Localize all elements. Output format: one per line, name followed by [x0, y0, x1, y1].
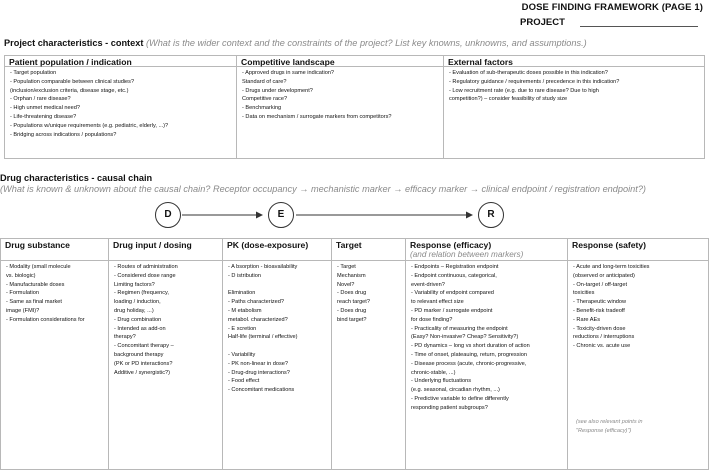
list-item: (inclusion/exclusion criteria, disease stage, etc.): [10, 87, 129, 94]
list-item: - Considered dose range: [114, 272, 176, 279]
list-item: image (FMI)?: [6, 307, 40, 314]
list-item: - Chronic vs. acute use: [573, 343, 631, 350]
list-item: - Underlying fluctuations: [411, 378, 472, 385]
target-heading: Target: [332, 239, 405, 261]
list-item: - Drug combination: [114, 316, 162, 323]
drug-characteristics-table: [0, 238, 709, 470]
project-section-subtitle: (What is the wider context and the constraints of the project? List key knowns, unknowns, and assumptions.): [145, 38, 587, 48]
causal-chain-diagram: [0, 196, 709, 238]
list-item-spacer: [228, 281, 328, 290]
list-item: - Acute and long-term toxicities: [573, 264, 650, 270]
pk-dose-exposure-heading: PK (dose-exposure): [223, 239, 331, 261]
list-item: - Does drug: [337, 290, 367, 297]
list-item: - Predictive variable to define differently: [411, 395, 509, 402]
list-item: to relevant effect size: [411, 299, 464, 306]
pk-dose-exposure-list: [223, 261, 331, 395]
response-efficacy-title: Response (efficacy): [410, 240, 492, 250]
list-item: metabol. characterized?: [228, 316, 288, 323]
chain-node-response: R: [478, 202, 504, 228]
list-item: - Populations w/unique requirements (e.g. pediatric, elderly, ...)?: [10, 122, 169, 129]
safety-footnote-line: (see also relevant points in: [576, 419, 643, 425]
list-item: reductions / interruptions: [573, 334, 635, 341]
chain-node-drug: D: [155, 202, 181, 228]
target-list: [332, 261, 405, 325]
drug-substance-column: [1, 239, 109, 469]
target-column: [332, 239, 406, 469]
list-item: - D istribution: [228, 272, 261, 279]
list-item: competition?) – consider feasibility of study size: [449, 96, 568, 103]
list-item: - Approved drugs in same indication?: [242, 70, 335, 76]
external-factors-heading: External factors: [444, 56, 704, 67]
list-item: - Concomitant therapy –: [114, 343, 174, 350]
response-efficacy-heading: [406, 239, 567, 261]
list-item: Mechanism: [337, 272, 366, 279]
list-item: Competitive race?: [242, 96, 288, 103]
drug-section-title: Drug characteristics - causal chain: [0, 173, 153, 183]
list-item: - Modality (small molecule: [6, 264, 71, 270]
list-item: - Rare AEs: [573, 316, 601, 323]
drug-input-dosing-heading: Drug input / dosing: [109, 239, 222, 261]
project-section-heading: [4, 38, 587, 48]
competitive-landscape-heading: Competitive landscape: [237, 56, 443, 67]
list-item: - PK non-linear in dose?: [228, 360, 289, 367]
response-efficacy-list: [406, 261, 567, 413]
list-item: for dose finding?: [411, 316, 453, 323]
list-item-spacer: [228, 342, 328, 351]
list-item: - Therapeutic window: [573, 299, 627, 306]
list-item: - Disease process (acute, chronic-progressive,: [411, 360, 527, 367]
patient-population-list: [5, 67, 236, 139]
competitive-landscape-column: [237, 56, 444, 158]
list-item: - Practicality of measuring the endpoint: [411, 325, 508, 332]
list-item: - Same as final market: [6, 299, 62, 306]
project-label: PROJECT: [520, 17, 565, 28]
list-item: - Benefit-risk tradeoff: [573, 307, 625, 314]
list-item: Limiting factors?: [114, 281, 155, 288]
list-item: - Time of onset, plateauing, return, progression: [411, 351, 527, 358]
patient-population-column: [5, 56, 237, 158]
list-item: - Endpoint continuous, categorical,: [411, 272, 497, 279]
patient-population-heading: Patient population / indication: [5, 56, 236, 67]
list-item: therapy?: [114, 334, 136, 341]
list-item: Additive / synergistic?): [114, 369, 170, 376]
list-item: - High unmet medical need?: [10, 105, 80, 112]
list-item: vs. biologic): [6, 272, 36, 279]
list-item: - Intended as add-on: [114, 325, 166, 332]
list-item: (PK or PD interactions?: [114, 360, 173, 367]
framework-title: DOSE FINDING FRAMEWORK (PAGE 1): [521, 2, 703, 13]
list-item: - On-target / off-target: [573, 281, 627, 288]
list-item: - Target population: [10, 70, 57, 76]
response-safety-column: [568, 239, 708, 469]
safety-footnote-line: "Response (efficacy)"): [576, 427, 632, 434]
competitive-landscape-list: [237, 67, 443, 122]
list-item: - Target: [337, 264, 356, 270]
list-item: Standard of care?: [242, 78, 287, 85]
list-item: reach target?: [337, 299, 370, 306]
drug-input-dosing-column: [109, 239, 223, 469]
external-factors-list: [444, 67, 704, 104]
drug-substance-list: [1, 261, 108, 325]
response-safety-list: [568, 261, 708, 351]
list-item: - Life-threatening disease?: [10, 113, 77, 120]
drug-section-subtitle: (What is known & unknown about the causal chain? Receptor occupancy → mechanistic marker → efficacy marker → clinical endpoint / registration endpoint?): [0, 184, 646, 194]
list-item: (observed or anticipated): [573, 272, 635, 279]
list-item: - Regulatory guidance / requirements / precedence in this indication?: [449, 78, 620, 85]
list-item: - Orphan / rare disease?: [10, 96, 71, 103]
list-item: background therapy: [114, 351, 164, 358]
pk-dose-exposure-column: [223, 239, 332, 469]
drug-input-dosing-list: [109, 261, 222, 377]
list-item: event-driven?: [411, 281, 445, 288]
list-item: - Formulation: [6, 290, 39, 297]
list-item: drug holiday, ...): [114, 307, 154, 314]
safety-footnote: [576, 418, 643, 436]
list-item: - Manufacturable doses: [6, 281, 65, 288]
drug-substance-heading: Drug substance: [1, 239, 108, 261]
external-factors-column: [444, 56, 704, 158]
list-item: - Variability of endpoint compared: [411, 290, 494, 297]
list-item: - Regimen (frequency,: [114, 290, 169, 297]
list-item: - Evaluation of sub-therapeutic doses possible in this indication?: [449, 70, 608, 76]
list-item: (e.g. seasonal, circadian rhythm, ...): [411, 387, 500, 394]
list-item: - Drugs under development?: [242, 87, 313, 94]
list-item: - Benchmarking: [242, 105, 282, 112]
list-item: - Data on mechanism / surrogate markers from competitors?: [242, 113, 392, 120]
list-item: bind target?: [337, 316, 367, 323]
list-item: - E xcretion: [228, 325, 257, 332]
list-item: - Drug-drug interactions?: [228, 369, 290, 376]
project-section-title: Project characteristics - context: [4, 38, 144, 48]
list-item: Novel?: [337, 281, 355, 288]
list-item: - Variability: [228, 351, 256, 358]
list-item: Half-life (terminal / effective): [228, 334, 298, 341]
project-name-line: [580, 26, 698, 27]
list-item: - Endpoints – Registration endpoint: [411, 264, 499, 270]
list-item: - A bsorption - bioavailability: [228, 264, 298, 270]
list-item: - Population comparable between clinical studies?: [10, 78, 135, 85]
list-item: - Paths characterized?: [228, 299, 284, 306]
list-item: - Does drug: [337, 307, 367, 314]
list-item: - Bridging across indications / populations?: [10, 131, 117, 138]
list-item: chronic-stable, ...): [411, 369, 456, 376]
response-safety-heading: Response (safety): [568, 239, 708, 261]
response-efficacy-column: [406, 239, 568, 469]
response-efficacy-note: (and relation between markers): [410, 250, 524, 259]
list-item: responding patient subgroups?: [411, 404, 488, 411]
list-item: toxicities: [573, 290, 595, 297]
list-item: - PD dynamics – long vs short duration of action: [411, 343, 530, 350]
list-item: - M etabolism: [228, 307, 262, 314]
list-item: - Low recruitment rate (e.g. due to rare disease? Due to high: [449, 87, 599, 94]
list-item: - Toxicity-driven dose: [573, 325, 626, 332]
list-item: - Food effect: [228, 378, 260, 385]
chain-node-exposure: E: [268, 202, 294, 228]
list-item: loading / induction,: [114, 299, 161, 306]
list-item: (Easy? Non-invasive? Cheap? Sensitivity?): [411, 334, 519, 341]
list-item: - PD marker / surrogate endpoint: [411, 307, 493, 314]
list-item: Elimination: [228, 290, 256, 297]
list-item: - Routes of administration: [114, 264, 178, 270]
list-item: - Formulation considerations for: [6, 316, 85, 323]
project-characteristics-table: [4, 55, 705, 159]
list-item: - Concomitant medications: [228, 387, 295, 394]
